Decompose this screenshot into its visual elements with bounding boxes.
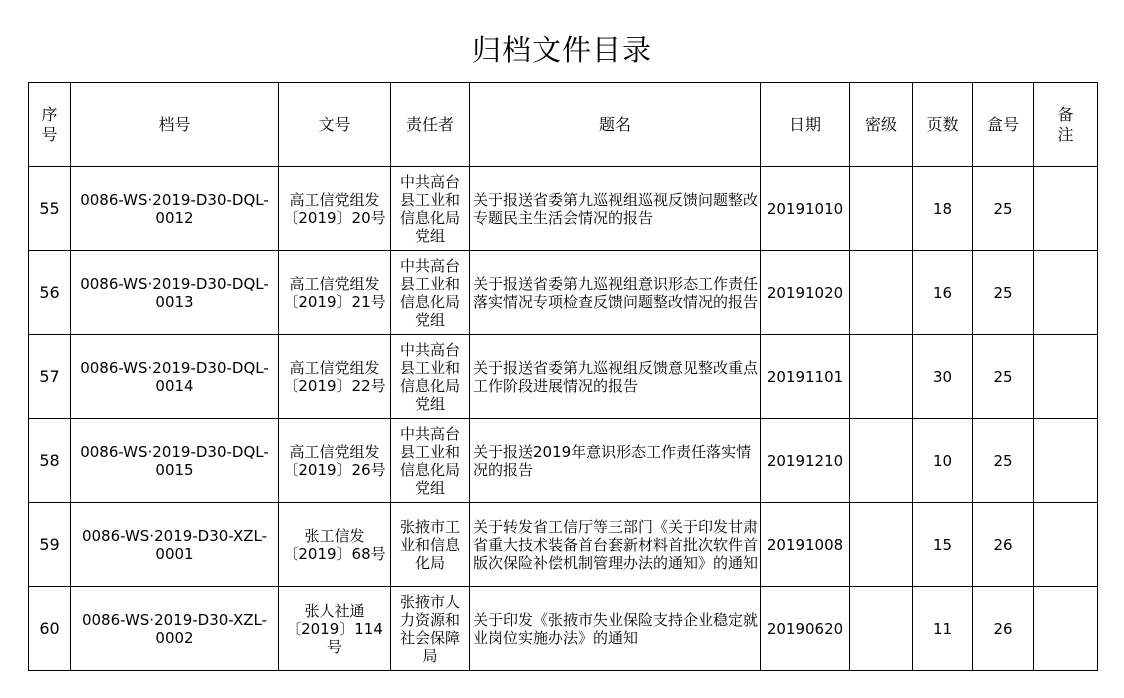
cell-security (850, 335, 913, 419)
header-responsible: 责任者 (391, 83, 470, 167)
cell-archive-no: 0086-WS·2019-D30-DQL-0013 (71, 251, 279, 335)
cell-date: 20191008 (761, 503, 850, 587)
cell-responsible: 张掖市人力资源和社会保障局 (391, 587, 470, 671)
cell-pages: 10 (913, 419, 973, 503)
cell-seq: 60 (29, 587, 71, 671)
cell-remarks (1034, 587, 1098, 671)
cell-seq: 59 (29, 503, 71, 587)
cell-date: 20191010 (761, 167, 850, 251)
table-row (29, 335, 1098, 419)
cell-doc-no: 张人社通〔2019〕114号 (279, 587, 391, 671)
cell-responsible: 中共高台县工业和信息化局党组 (391, 251, 470, 335)
table-row (29, 419, 1098, 503)
cell-date: 20191101 (761, 335, 850, 419)
page-title: 归档文件目录 (471, 33, 652, 67)
cell-pages: 16 (913, 251, 973, 335)
cell-subject: 关于报送省委第九巡视组巡视反馈问题整改专题民主生活会情况的报告 (470, 167, 761, 251)
cell-seq: 55 (29, 167, 71, 251)
cell-doc-no: 高工信党组发〔2019〕21号 (279, 251, 391, 335)
cell-date: 20191210 (761, 419, 850, 503)
cell-security (850, 419, 913, 503)
header-seq: 序号 (29, 83, 71, 167)
cell-archive-no: 0086-WS·2019-D30-DQL-0012 (71, 167, 279, 251)
cell-archive-no: 0086-WS·2019-D30-XZL-0001 (71, 503, 279, 587)
cell-date: 20190620 (761, 587, 850, 671)
cell-security (850, 167, 913, 251)
cell-pages: 15 (913, 503, 973, 587)
cell-archive-no: 0086-WS·2019-D30-DQL-0015 (71, 419, 279, 503)
cell-responsible: 中共高台县工业和信息化局党组 (391, 335, 470, 419)
header-subject: 题名 (470, 83, 761, 167)
cell-pages: 11 (913, 587, 973, 671)
cell-security (850, 503, 913, 587)
header-date: 日期 (761, 83, 850, 167)
cell-box: 26 (973, 587, 1034, 671)
cell-seq: 57 (29, 335, 71, 419)
header-box: 盒号 (973, 83, 1034, 167)
cell-archive-no: 0086-WS·2019-D30-DQL-0014 (71, 335, 279, 419)
cell-security (850, 587, 913, 671)
cell-box: 25 (973, 419, 1034, 503)
cell-subject: 关于报送省委第九巡视组意识形态工作责任落实情况专项检查反馈问题整改情况的报告 (470, 251, 761, 335)
cell-subject: 关于报送省委第九巡视组反馈意见整改重点工作阶段进展情况的报告 (470, 335, 761, 419)
cell-subject: 关于报送2019年意识形态工作责任落实情况的报告 (470, 419, 761, 503)
archive-catalog-table (28, 82, 1098, 671)
cell-box: 25 (973, 335, 1034, 419)
header-security: 密级 (850, 83, 913, 167)
header-doc-no: 文号 (279, 83, 391, 167)
cell-remarks (1034, 503, 1098, 587)
cell-pages: 30 (913, 335, 973, 419)
cell-archive-no: 0086-WS·2019-D30-XZL-0002 (71, 587, 279, 671)
cell-date: 20191020 (761, 251, 850, 335)
cell-doc-no: 高工信党组发〔2019〕26号 (279, 419, 391, 503)
cell-pages: 18 (913, 167, 973, 251)
table-row (29, 503, 1098, 587)
cell-doc-no: 张工信发〔2019〕68号 (279, 503, 391, 587)
table-row (29, 251, 1098, 335)
table-header-row (29, 83, 1098, 167)
cell-remarks (1034, 167, 1098, 251)
cell-responsible: 中共高台县工业和信息化局党组 (391, 419, 470, 503)
cell-security (850, 251, 913, 335)
cell-subject: 关于印发《张掖市失业保险支持企业稳定就业岗位实施办法》的通知 (470, 587, 761, 671)
cell-remarks (1034, 419, 1098, 503)
cell-doc-no: 高工信党组发〔2019〕20号 (279, 167, 391, 251)
cell-responsible: 中共高台县工业和信息化局党组 (391, 167, 470, 251)
cell-box: 25 (973, 167, 1034, 251)
cell-box: 26 (973, 503, 1034, 587)
cell-seq: 58 (29, 419, 71, 503)
cell-remarks (1034, 251, 1098, 335)
cell-responsible: 张掖市工业和信息化局 (391, 503, 470, 587)
table-row (29, 167, 1098, 251)
header-archive-no: 档号 (71, 83, 279, 167)
cell-box: 25 (973, 251, 1034, 335)
table-row (29, 587, 1098, 671)
cell-seq: 56 (29, 251, 71, 335)
cell-remarks (1034, 335, 1098, 419)
header-pages: 页数 (913, 83, 973, 167)
header-remarks: 备注 (1034, 83, 1098, 167)
cell-subject: 关于转发省工信厅等三部门《关于印发甘肃省重大技术装备首台套新材料首批次软件首版次保险补偿机制管理办法的通知》的通知 (470, 503, 761, 587)
cell-doc-no: 高工信党组发〔2019〕22号 (279, 335, 391, 419)
